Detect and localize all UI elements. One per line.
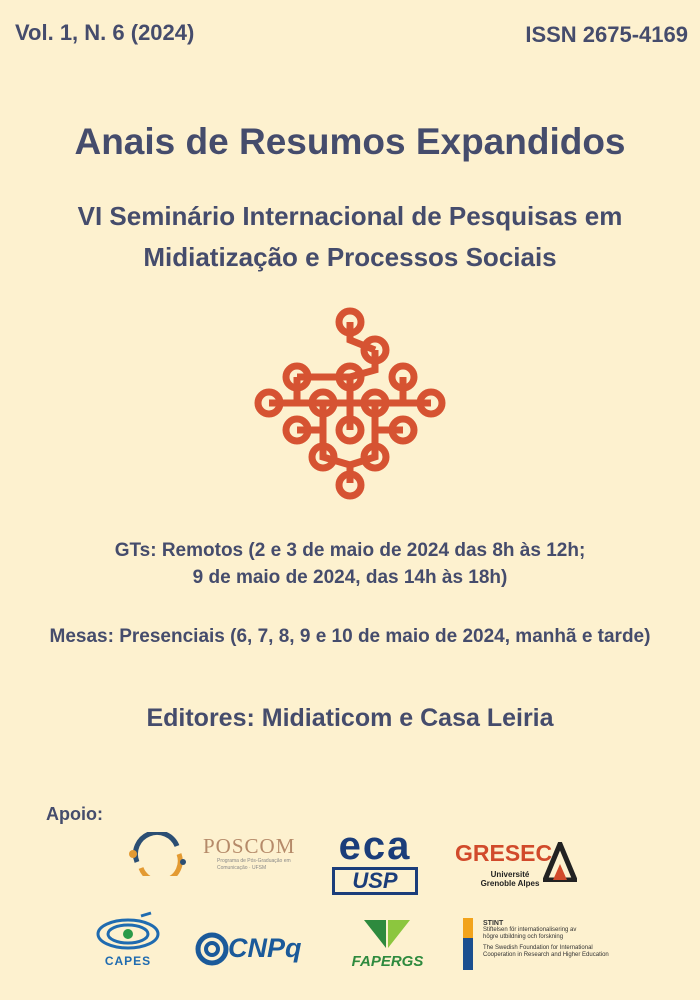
issn-label: ISSN 2675-4169 [525,22,688,47]
subtitle-line-1: VI Seminário Internacional de Pesquisas em [77,201,623,231]
stint-line-1: Stiftelsen för internationalisering av [483,927,577,933]
gresec-name: GRESEC [455,840,553,866]
gt-schedule-line-1: GTs: Remotos (2 e 3 de maio de 2024 das 8h às 12h; [114,540,586,561]
fapergs-logo [340,918,435,972]
page-title: Anais de Resumos Expandidos [74,121,626,162]
fapergs-mark-icon [362,918,412,950]
stint-name: STINT [483,920,504,927]
capes-name: CAPES [104,954,152,968]
subtitle-line-2: Midiatização e Processos Sociais [143,242,557,272]
capes-globe-icon [95,910,161,954]
fapergs-name: FAPERGS [351,953,424,970]
gresec-line-2: Grenoble Alpes [480,879,540,888]
cnpq-mark-icon [195,932,229,966]
stint-logo [463,918,613,974]
gt-schedule-line-2: 9 de maio de 2024, das 14h às 18h) [192,567,508,588]
stint-bar-blue-icon [463,938,473,970]
capes-logo [95,910,161,970]
volume-label: Vol. 1, N. 6 (2024) [15,20,195,45]
eca-text: eca [338,824,412,868]
cnpq-name: CNPq [228,933,302,963]
network-logo [245,305,455,505]
eca-usp-logo [330,824,420,898]
stint-line-3: The Swedish Foundation for International [483,945,593,951]
poscom-logo [125,830,315,880]
editors-label: Editores: Midiaticom e Casa Leiria [146,704,554,732]
poscom-tagline: Programa de Pós-Graduação em Comunicação · UFSM [217,858,291,871]
poscom-name: POSCOM [203,834,296,858]
poscom-mark-icon [125,832,191,876]
usp-text: USP [332,867,418,895]
gresec-logo [455,840,580,892]
support-label: Apoio: [46,804,103,824]
stint-line-4: Cooperation in Research and Higher Education [483,952,609,958]
cnpq-logo [195,932,310,968]
stint-text [483,920,613,959]
stint-line-2: högre utbildning och forskning [483,934,564,940]
gresec-university [465,870,555,888]
mesas-schedule: Mesas: Presenciais (6, 7, 8, 9 e 10 de maio de 2024, manhã e tarde) [49,626,651,647]
gresec-line-1: Université [490,870,530,879]
